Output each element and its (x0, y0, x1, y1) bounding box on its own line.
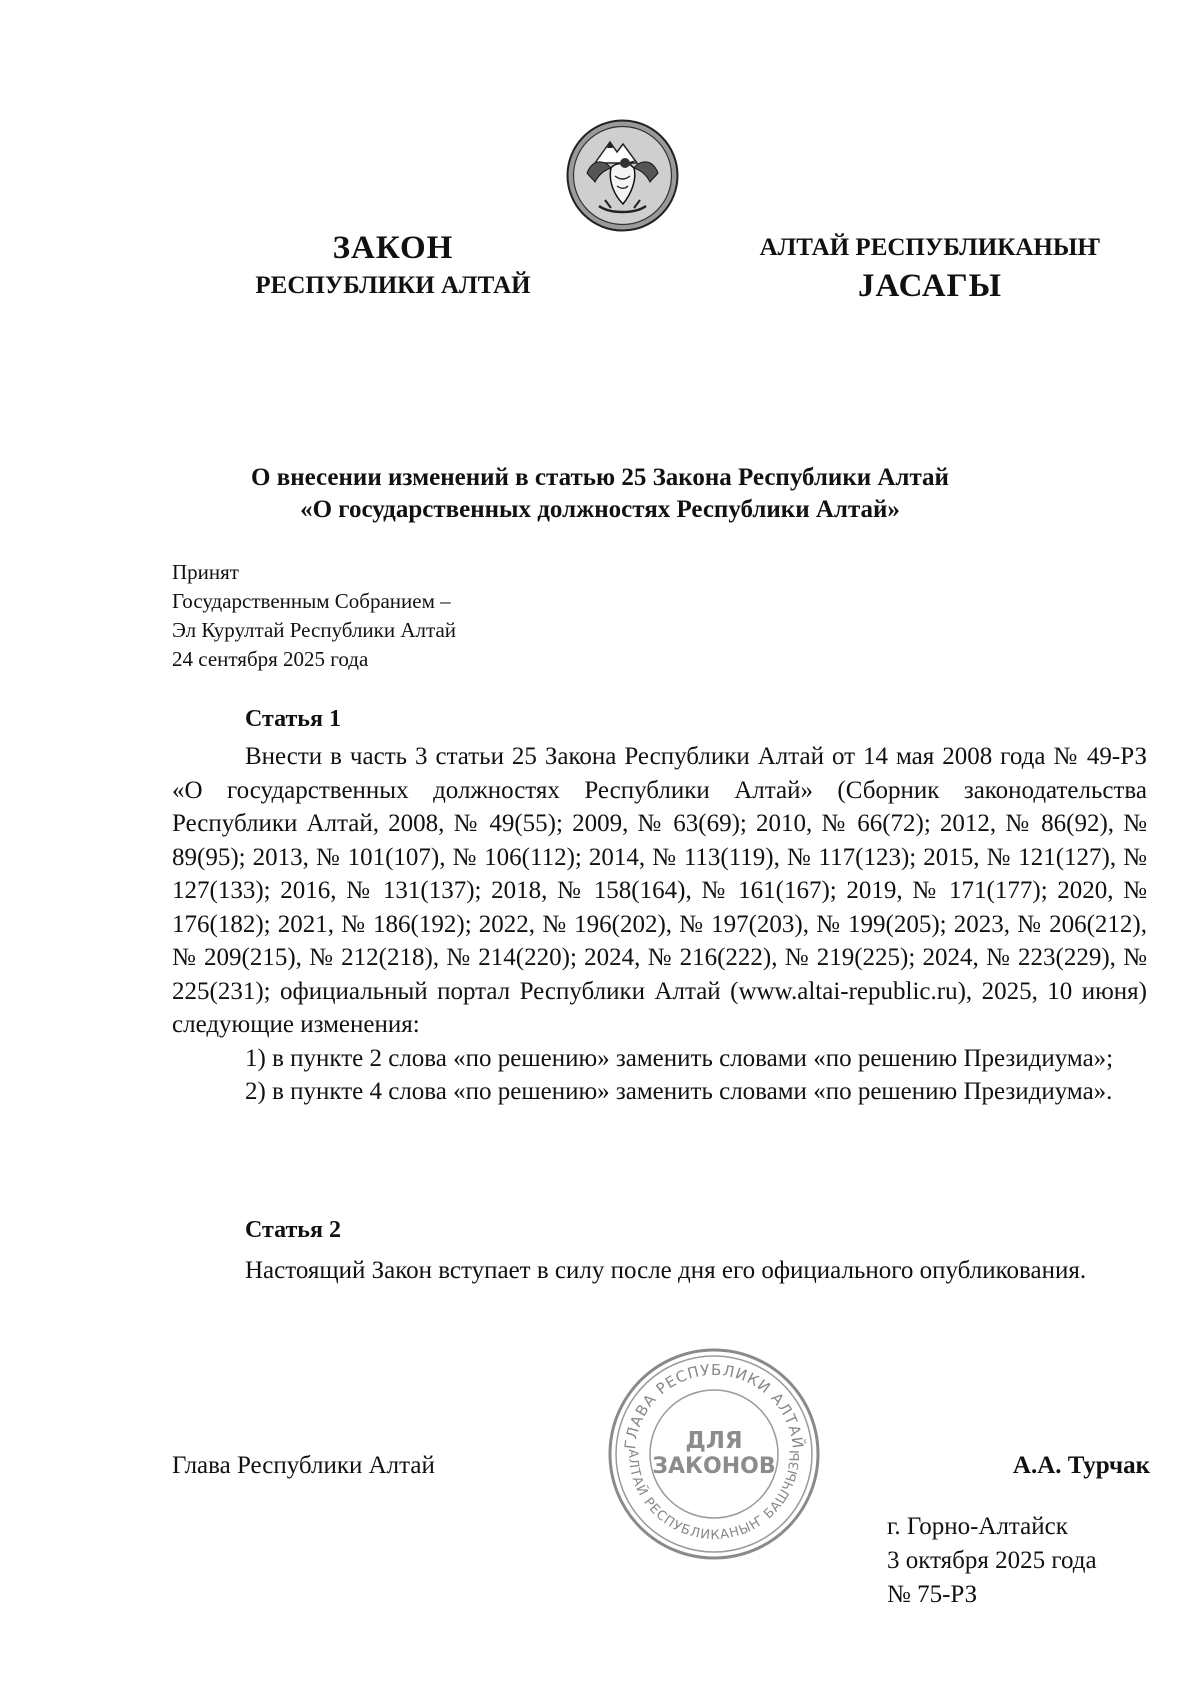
law-number: № 75-РЗ (887, 1581, 978, 1608)
stamp-bottom-text: АЛТАЙ РЕСПУБЛИКАНЫҤ БАШЧЫЗЫ (624, 1448, 804, 1544)
article1-item1: 1) в пункте 2 слова «по решению» заменить словами «по решению Президиума»; (245, 1044, 1114, 1072)
article2-heading: Статья 2 (245, 1217, 341, 1243)
law-subtitle-altai: JАСАГЫ (857, 268, 1003, 304)
adoption-line1: Принят (172, 560, 239, 584)
article1-intro: Внести в часть 3 статьи 25 Закона Республики Алтай от 14 мая 2008 года № 49-РЗ «О государственных должностях Республики Алтай» (Сборник законодательства Республики Алтай, 2008, № 49(55); 2009, № 63(69); 2010, № 66(72); 2012, № 86(92), № 89(95); 2013, № 101(107), № 106(112); 2014, № 113(119), № 117(123); 2015, № 121(127), № 127(133); 2016, № 131(137); 2018, № 158(164), № 161(167); 2019, № 171(177); 2020, № 176(182); 2021, № 186(192); 2022, № 196(202), № 197(203), № 199(205); 2023, № 206(212), № 209(215), № 212(218), № 214(220); 2024, № 216(222), № 219(225); 2024, № 223(229), № 225(231); официальный портал Республики Алтай (www.altai-republic.ru), 2025, 10 июня) следующие изменения: (172, 743, 1147, 1038)
altai-coat-of-arms-icon (565, 118, 680, 233)
coat-of-arms-emblem (565, 118, 680, 233)
stamp-center-line1: ДЛЯ (685, 1428, 743, 1454)
law-title-altai: АЛТАЙ РЕСПУБЛИКАНЫҤ (759, 234, 1101, 261)
document-title-line1: О внесении изменений в статью 25 Закона Республики Алтай (251, 464, 949, 491)
document-title-line2: «О государственных должностях Республики Алтай» (300, 496, 900, 523)
document-title (150, 462, 1050, 526)
article1-item2: 2) в пункте 4 слова «по решению» заменить словами «по решению Президиума». (245, 1078, 1113, 1105)
stamp-seal-icon (605, 1345, 823, 1563)
stamp-top-text: ГЛАВА РЕСПУБЛИКИ АЛТАЙ (621, 1360, 808, 1451)
place-date-block (887, 1510, 1097, 1612)
article1-body (172, 740, 1147, 1109)
law-subtitle: РЕСПУБЛИКИ АЛТАЙ (255, 272, 531, 299)
article1-heading: Статья 1 (245, 706, 341, 732)
official-stamp (605, 1345, 823, 1563)
signatory-position: Глава Республики Алтай (172, 1452, 435, 1479)
stamp-center-line2: ЗАКОНОВ (652, 1454, 776, 1479)
law-title: ЗАКОН (332, 230, 454, 266)
place-city: г. Горно-Алтайск (887, 1513, 1068, 1540)
article2-text: Настоящий Закон вступает в силу после дня его официального опубликования. (245, 1257, 1087, 1284)
article2-body (172, 1254, 1147, 1288)
adoption-line4: 24 сентября 2025 года (172, 647, 369, 671)
adoption-block (172, 558, 456, 674)
adoption-line3: Эл Курултай Республики Алтай (172, 618, 457, 642)
adoption-line2: Государственным Собранием – (172, 589, 451, 613)
place-date: 3 октября 2025 года (887, 1547, 1097, 1574)
signatory-name: А.А. Турчак (1012, 1452, 1150, 1479)
